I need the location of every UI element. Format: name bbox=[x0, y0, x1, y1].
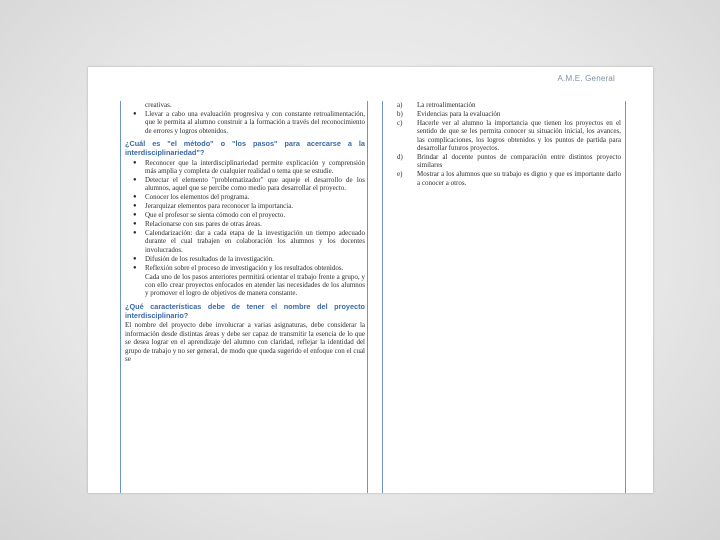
bullet-icon: ● bbox=[133, 229, 137, 236]
list-item: b) Evidencias para la evaluación bbox=[397, 109, 501, 118]
bullet-icon: ● bbox=[133, 221, 137, 228]
bullet-icon: ● bbox=[133, 203, 137, 210]
list-item: ● Difusión de los resultados de la investigación. bbox=[133, 254, 274, 263]
list-item: a) La retroalimentación bbox=[397, 101, 476, 109]
list-item: ● Calendarización: dar a cada etapa de la investigación un tiempo adecuado durante el cual trabajen en colaboración los alumnos y los docentes involucrados. bbox=[133, 228, 365, 254]
section-heading: ¿Cuál es "el método" o "los pasos" para acercarse a la interdisciplinariedad"? bbox=[125, 139, 365, 157]
bullet-icon: ● bbox=[133, 255, 137, 262]
list-item: ● Que el profesor se sienta cómodo con el proyecto. bbox=[133, 211, 286, 220]
right-column bbox=[382, 101, 626, 493]
bullet-icon: ● bbox=[133, 110, 137, 117]
list-item: Cada uno de los pasos anteriores permitirá orientar el trabajo frente a grupo, y con ello crear proyectos enfocados en atender las necesidades de los alumnos y promover el logro de objetivos de manera constante. bbox=[145, 272, 365, 298]
list-item: ● Detectar el elemento "problematizador" que aqueje el desarrollo de los alumnos, aquel que se percibe como medio para desarrollar el proyecto. bbox=[133, 176, 365, 193]
list-item: creativas. bbox=[145, 101, 172, 109]
header-label: A.M.E. General bbox=[557, 74, 615, 83]
list-item: ● Reflexión sobre el proceso de investigación y los resultados obtenidos. bbox=[133, 263, 344, 272]
list-item: c) Hacerle ver al alumno la importancia que tienen los proyectos en el sentido de que se les permita conocer su situación inicial, los avances, las complicaciones, los logros obtenidos y los puntos de partida para desarrollar futuros proyectos. bbox=[397, 118, 621, 153]
list-item: ● Relacionarse con sus pares de otras áreas. bbox=[133, 220, 262, 229]
bullet-icon: ● bbox=[133, 177, 137, 184]
bullet-icon: ● bbox=[133, 159, 137, 166]
steps-list bbox=[125, 159, 365, 298]
list-item: ● Reconocer que la interdisciplinariedad permite explicación y comprensión más amplia y completa de cualquier realidad o tema que se estudie. bbox=[133, 158, 365, 176]
list-item: e) Mostrar a los alumnos que su trabajo es digno y que es importante darlo a conocer a otros. bbox=[397, 170, 621, 187]
document-page bbox=[88, 67, 653, 493]
list-item: ● Conocer los elementos del programa. bbox=[133, 193, 250, 202]
list-item: d) Brindar al docente puntos de comparación entre distintos proyecto similares bbox=[397, 152, 621, 170]
bullet-icon: ● bbox=[133, 264, 137, 271]
left-column bbox=[120, 101, 368, 493]
section-heading: ¿Qué características debe de tener el nombre del proyecto interdisciplinario? bbox=[125, 301, 365, 320]
body-paragraph: El nombre del proyecto debe involucrar a varias asignaturas, debe considerar la información desde distintas áreas y debe ser capaz de transmitir la esencia de lo que se desea lograr en el aprendizaje del alumno con claridad, reflejar la identidad del grupo de trabajo y no ser general, de modo que queda sugerido el enfoque con el cual se bbox=[125, 321, 365, 363]
list-item: ● Jerarquizar elementos para reconocer la importancia. bbox=[133, 202, 294, 211]
list-item: ● Llevar a cabo una evaluación progresiva y con constante retroalimentación, que le permita al alumno construir a la formación a través del reconocimiento de errores y logros obtenidos. bbox=[133, 109, 365, 135]
bullet-icon: ● bbox=[133, 194, 137, 201]
bullet-icon: ● bbox=[133, 212, 137, 219]
